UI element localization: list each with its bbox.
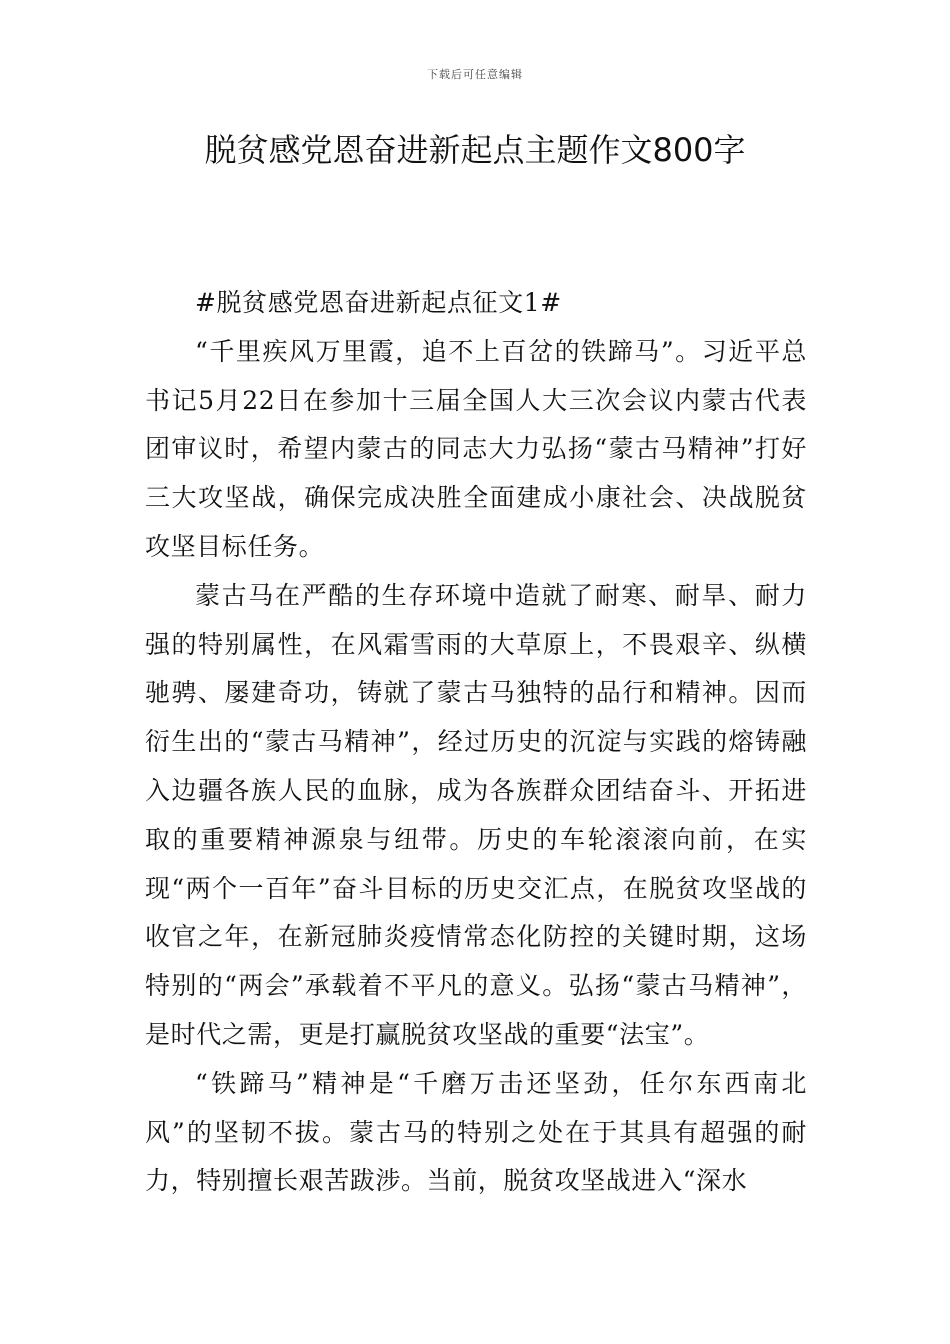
paragraph-1: “千里疾风万里霞，追不上百岔的铁蹄马”。习近平总书记5月22日在参加十三届全国人大三次会议内蒙古代表团审议时，希望内蒙古的同志大力弘扬“蒙古马精神”打好三大攻坚战，确保完成决胜全面建成小康社会、决战脱贫攻坚目标任务。 [145, 336, 807, 561]
header-note: 下载后可任意编辑 [427, 68, 523, 81]
section-heading: #脱贫感党恩奋进新起点征文1# [195, 288, 562, 317]
paragraph-3: “铁蹄马”精神是“千磨万击还坚劲，任尔东西南北风”的坚韧不拔。蒙古马的特别之处在于其具有超强的耐力，特别擅长艰苦跋涉。当前，脱贫攻坚战进入“深水 [145, 1068, 807, 1196]
document-title: 脱贫感党恩奋进新起点主题作文800字 [204, 131, 746, 169]
paragraph-2: 蒙古马在严酷的生存环境中造就了耐寒、耐旱、耐力强的特别属性，在风霜雪雨的大草原上，不畏艰辛、纵横驰骋、屡建奇功，铸就了蒙古马独特的品行和精神。因而衍生出的“蒙古马精神”，经过历史的沉淀与实践的熔铸融入边疆各族人民的血脉，成为各族群众团结奋斗、开拓进取的重要精神源泉与纽带。历史的车轮滚滚向前，在实现“两个一百年”奋斗目标的历史交汇点，在脱贫攻坚战的收官之年，在新冠肺炎疫情常态化防控的关键时期，这场特别的“两会”承载着不平凡的意义。弘扬“蒙古马精神”，是时代之需，更是打赢脱贫攻坚战的重要“法宝”。 [145, 580, 807, 1049]
document-body [145, 279, 807, 1206]
